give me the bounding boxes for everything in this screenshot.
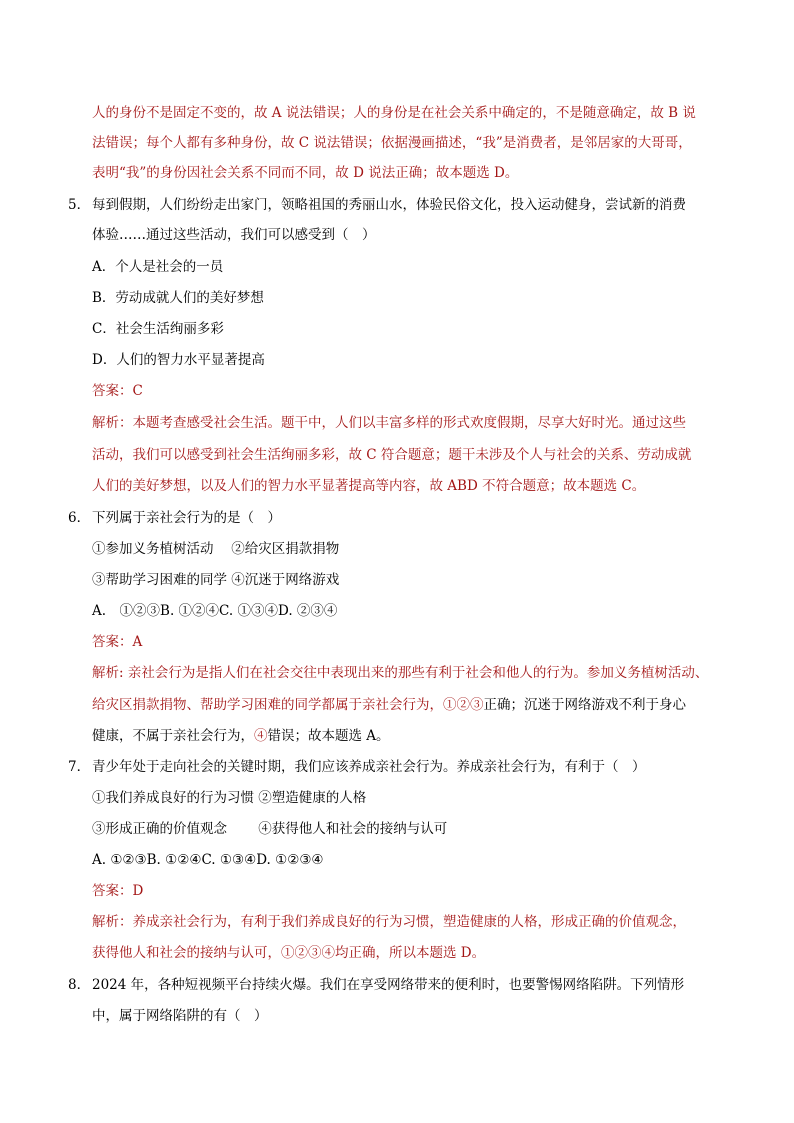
q5-answer: 答案：C xyxy=(92,383,143,399)
q6-analysis-line-2-text-c: 正确；沉迷于网络游戏不利于身心 xyxy=(483,697,686,713)
q7-stem: 青少年处于走向社会的关键时期，我们应该养成亲社会行为。养成亲社会行为，有利于（ ） xyxy=(92,759,646,775)
q6-analysis-line-3-text-c: 错误；故本题选 A。 xyxy=(267,728,390,744)
q6-analysis-line-3 xyxy=(92,727,390,745)
q7-analysis-line-2-text-a: 获得他人和社会的接纳与认可， xyxy=(92,945,281,961)
q5-number: 5． xyxy=(68,197,91,213)
q6-items-line-1: ①参加义务植树活动 ②给灾区捐款捐物 xyxy=(92,541,340,557)
q5-analysis-line-1: 解析：本题考查感受社会生活。题干中，人们以丰富多样的形式欢度假期，尽享大好时光。通过这些 xyxy=(92,415,686,431)
prev-analysis-line-3: 表明“我”的身份因社会关系不同而不同，故 D 说法正确；故本题选 D。 xyxy=(92,165,519,181)
q8-stem-line-1: 2024 年，各种短视频平台持续火爆。我们在享受网络带来的便利时，也要警惕网络陷阱。下列情形 xyxy=(92,977,685,993)
q6-analysis-line-2-text-a: 给灾区捐款捐物、帮助学习困难的同学都属于亲社会行为， xyxy=(92,697,443,713)
q5-option-c: C．社会生活绚丽多彩 xyxy=(92,321,224,337)
q5-option-b: B．劳动成就人们的美好梦想 xyxy=(92,290,264,306)
q6-choices: A. ①②③B. ①②④C. ①③④D. ②③④ xyxy=(92,603,338,619)
q7-answer: 答案：D xyxy=(92,883,144,899)
q5-analysis-line-2: 活动，我们可以感受到社会生活绚丽多彩，故 C 符合题意；题干未涉及个人与社会的关系、劳动成就 xyxy=(92,447,692,463)
prev-analysis-line-2: 法错误；每个人都有多种身份，故 C 说法错误；依据漫画描述，“我”是消费者，是邻居家的大哥哥， xyxy=(92,135,692,151)
q7-choices: A. ①②③B. ①②④C. ①③④D. ①②③④ xyxy=(92,852,324,868)
q6-answer: 答案：A xyxy=(92,634,143,650)
q6-analysis-line-2 xyxy=(92,696,686,714)
q6-number: 6． xyxy=(68,510,91,526)
q7-items-line-1: ①我们养成良好的行为习惯 ②塑造健康的人格 xyxy=(92,790,367,806)
q6-stem: 下列属于亲社会行为的是（ ） xyxy=(92,510,281,526)
q7-analysis-line-2-text-c: 均正确，所以本题选 D。 xyxy=(335,945,486,961)
q6-analysis-line-2-numbers: ①②③ xyxy=(443,697,484,713)
q5-option-a: A．个人是社会的一员 xyxy=(92,259,224,275)
q5-analysis-line-3: 人们的美好梦想，以及人们的智力水平显著提高等内容，故 ABD 不符合题意；故本题选 C。 xyxy=(92,478,646,494)
q6-analysis-line-1: 解析: 亲社会行为是指人们在社会交往中表现出来的那些有利于社会和他人的行为。参加义务植树活动、 xyxy=(92,665,709,681)
q7-number: 7． xyxy=(68,759,91,775)
q7-items-line-2: ③形成正确的价值观念 ④获得他人和社会的接纳与认可 xyxy=(92,821,448,837)
q7-analysis-line-2 xyxy=(92,944,485,962)
q5-stem-line-1: 每到假期，人们纷纷走出家门，领略祖国的秀丽山水，体验民俗文化，投入运动健身，尝试新的消费 xyxy=(92,197,686,213)
q5-stem-line-2: 体验……通过这些活动，我们可以感受到（ ） xyxy=(92,227,376,243)
q8-stem-line-2: 中，属于网络陷阱的有（ ） xyxy=(92,1008,268,1024)
q7-analysis-line-2-numbers: ①②③④ xyxy=(281,945,335,961)
q6-analysis-line-3-text-a: 健康，不属于亲社会行为， xyxy=(92,728,254,744)
q6-analysis-line-3-numbers: ④ xyxy=(254,728,268,744)
q5-option-d: D．人们的智力水平显著提高 xyxy=(92,352,265,368)
q7-analysis-line-1: 解析：养成亲社会行为，有利于我们养成良好的行为习惯，塑造健康的人格，形成正确的价值观念， xyxy=(92,914,686,930)
prev-analysis-line-1: 人的身份不是固定不变的，故 A 说法错误；人的身份是在社会关系中确定的，不是随意确定，故 B 说 xyxy=(92,105,696,121)
q8-number: 8． xyxy=(68,977,91,993)
q6-items-line-2: ③帮助学习困难的同学 ④沉迷于网络游戏 xyxy=(92,572,340,588)
